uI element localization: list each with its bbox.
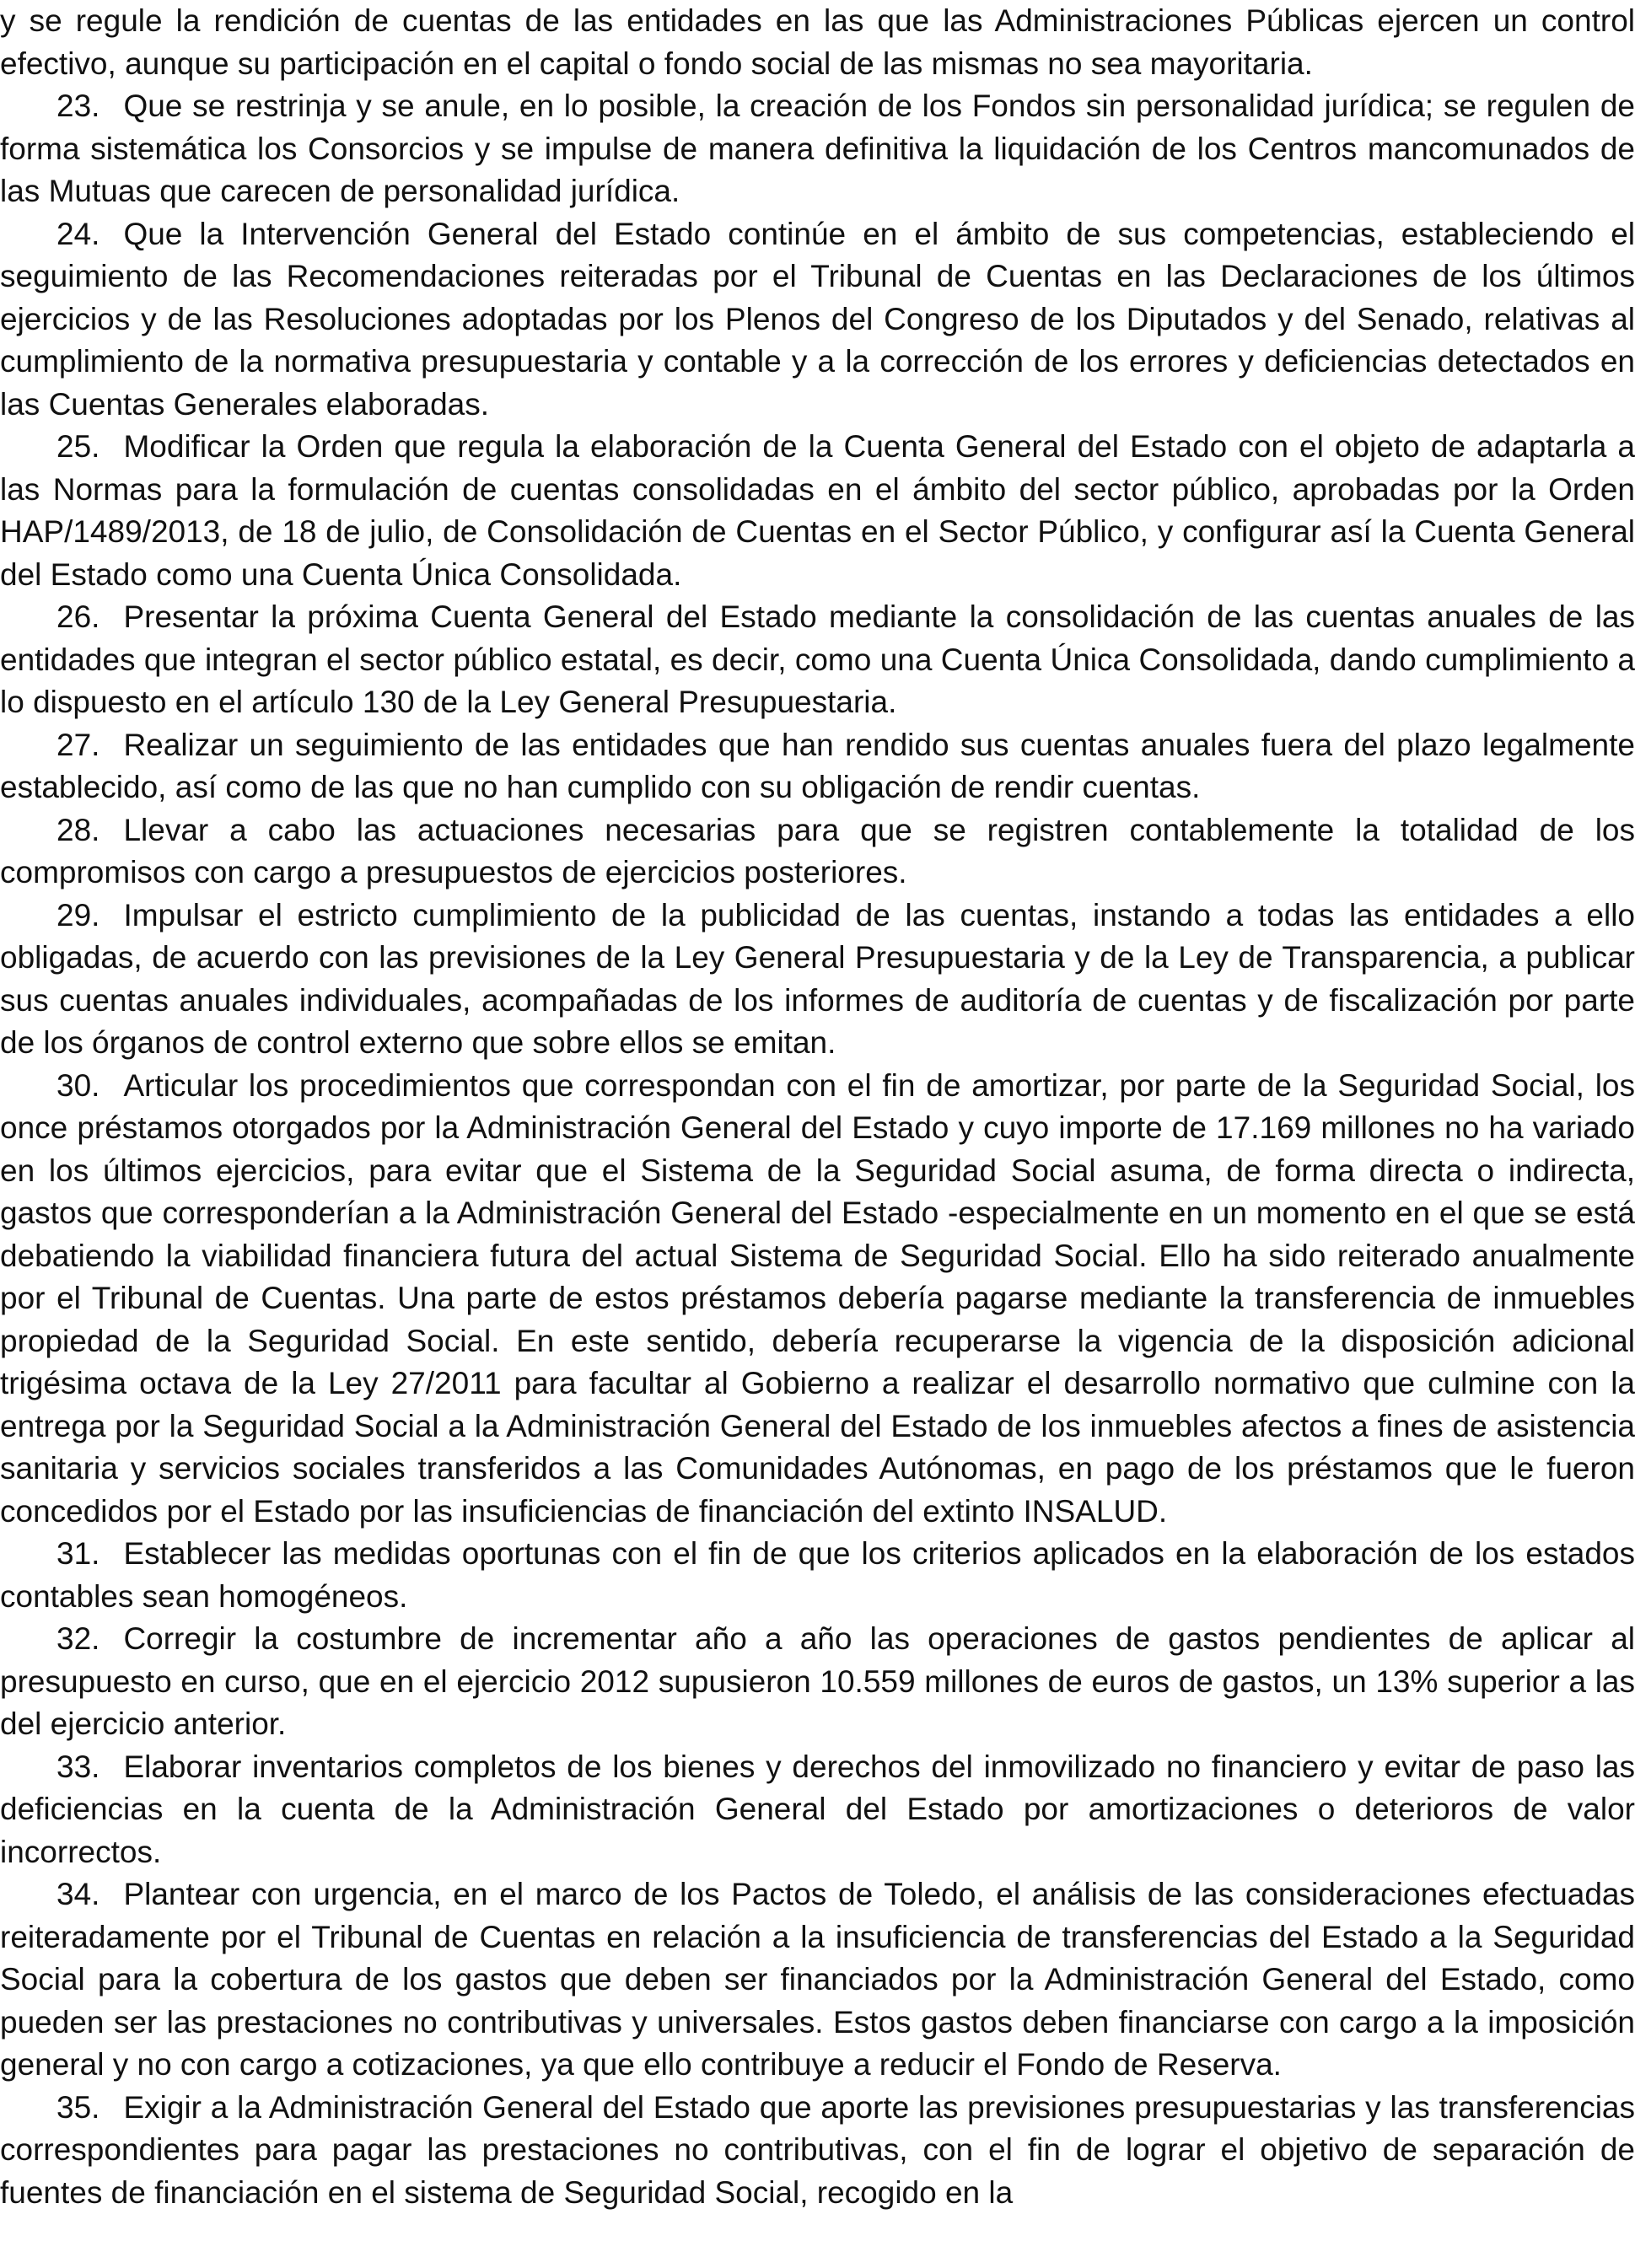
item-number: 33. [56,1749,100,1784]
item-number: 29. [56,897,100,932]
item-text: Que se restrinja y se anule, en lo posible, la creación de los Fondos sin personalidad jurídica; se regulen de forma sistemática los Consorcios y se impulse de manera definitiva la liquidación de los Centros mancomunados de las Mutuas que carecen de personalidad jurídica. [0,89,1635,208]
item-number: 26. [56,599,100,634]
recommendation-item [0,1618,1635,1746]
recommendation-item [0,809,1635,895]
recommendation-item [0,426,1635,596]
item-number: 31. [56,1536,100,1571]
item-text: Realizar un seguimiento de las entidades que han rendido sus cuentas anuales fuera del plazo legalmente establecido, así como de las que no han cumplido con su obligación de rendir cuentas. [0,727,1635,804]
item-text: Presentar la próxima Cuenta General del Estado mediante la consolidación de las cuentas anuales de las entidades que integran el sector público estatal, es decir, como una Cuenta Única Consolidada, dando cumplimiento a lo dispuesto en el artículo 130 de la Ley General Presupuestaria. [0,599,1635,719]
item-number: 25. [56,429,100,464]
recommendation-item [0,895,1635,1065]
recommendation-item [0,85,1635,213]
item-number: 35. [56,2089,100,2125]
lead-paragraph: y se regule la rendición de cuentas de las entidades en las que las Administraciones Públicas ejercen un control efectivo, aunque su participación en el capital o fondo social de las mismas no sea mayoritaria. [0,3,1635,81]
item-number: 34. [56,1877,100,1911]
recommendation-item [0,1873,1635,2087]
item-text: Exigir a la Administración General del Estado que aporte las previsiones presupuestarias y las transferencias correspondientes para pagar las prestaciones no contributivas, con el fin de lograr el objetivo de separación de fuentes de financiación en el sistema de Seguridad Social, recogido en la [0,2089,1635,2210]
recommendation-item [0,2087,1635,2215]
recommendation-item [0,724,1635,809]
item-text: Modificar la Orden que regula la elaboración de la Cuenta General del Estado con el objeto de adaptarla a las Normas para la formulación de cuentas consolidadas en el ámbito del sector público, aprobadas por la Orden HAP/1489/2013, de 18 de julio, de Consolidación de Cuentas en el Sector Público, y configurar así la Cuenta General del Estado como una Cuenta Única Consolidada. [0,429,1635,592]
item-number: 28. [56,812,100,847]
item-number: 27. [56,727,100,762]
item-number: 30. [56,1067,100,1103]
item-number: 32. [56,1621,100,1656]
item-text: Plantear con urgencia, en el marco de los Pactos de Toledo, el análisis de las consideraciones efectuadas reiteradamente por el Tribunal de Cuentas en relación a la insuficiencia de transferencias del Estado a la Seguridad Social para la cobertura de los gastos que deben ser financiados por la Administración General del Estado, como pueden ser las prestaciones no contributivas y universales. Estos gastos deben financiarse con cargo a la imposición general y no con cargo a cotizaciones, ya que ello contribuye a reducir el Fondo de Reserva. [0,1877,1635,2082]
item-text: Elaborar inventarios completos de los bienes y derechos del inmovilizado no financiero y evitar de paso las deficiencias en la cuenta de la Administración General del Estado por amortizaciones o deterioros de valor incorrectos. [0,1749,1635,1869]
recommendation-item [0,1533,1635,1618]
item-text: Que la Intervención General del Estado continúe en el ámbito de sus competencias, estableciendo el seguimiento de las Recomendaciones reiteradas por el Tribunal de Cuentas en las Declaraciones de los últimos ejercicios y de las Resoluciones adoptadas por los Plenos del Congreso de los Diputados y del Senado, relativas al cumplimiento de la normativa presupuestaria y contable y a la corrección de los errores y deficiencias detectados en las Cuentas Generales elaboradas. [0,216,1635,422]
item-text: Articular los procedimientos que correspondan con el fin de amortizar, por parte de la Seguridad Social, los once préstamos otorgados por la Administración General del Estado y cuyo importe de 17.169 millones no ha variado en los últimos ejercicios, para evitar que el Sistema de la Seguridad Social asuma, de forma directa o indirecta, gastos que corresponderían a la Administración General del Estado -especialmente en un momento en el que se está debatiendo la viabilidad financiera futura del actual Sistema de Seguridad Social. Ello ha sido reiterado anualmente por el Tribunal de Cuentas. Una parte de estos préstamos debería pagarse mediante la transferencia de inmuebles propiedad de la Seguridad Social. En este sentido, debería recuperarse la vigencia de la disposición adicional trigésima octava de la Ley 27/2011 para facultar al Gobierno a realizar el desarrollo normativo que culmine con la entrega por la Seguridad Social a la Administración General del Estado de los inmuebles afectos a fines de asistencia sanitaria y servicios sociales transferidos a las Comunidades Autónomas, en pago de los préstamos que le fueron concedidos por el Estado por las insuficiencias de financiación del extinto INSALUD. [0,1067,1635,1529]
item-text: Llevar a cabo las actuaciones necesarias para que se registren contablemente la totalidad de los compromisos con cargo a presupuestos de ejercicios posteriores. [0,812,1635,889]
item-number: 23. [56,89,100,123]
recommendation-item [0,1065,1635,1534]
recommendation-item [0,1746,1635,1874]
recommendation-item [0,596,1635,724]
item-text: Corregir la costumbre de incrementar año a año las operaciones de gastos pendientes de aplicar al presupuesto en curso, que en el ejercicio 2012 supusieron 10.559 millones de euros de gastos, un 13% superior a las del ejercicio anterior. [0,1621,1635,1741]
item-number: 24. [56,216,100,251]
item-text: Establecer las medidas oportunas con el fin de que los criterios aplicados en la elaboración de los estados contables sean homogéneos. [0,1536,1635,1614]
item-text: Impulsar el estricto cumplimiento de la publicidad de las cuentas, instando a todas las entidades a ello obligadas, de acuerdo con las previsiones de la Ley General Presupuestaria y de la Ley de Transparencia, a publicar sus cuentas anuales individuales, acompañadas de los informes de auditoría de cuentas y de fiscalización por parte de los órganos de control externo que sobre ellos se emitan. [0,897,1635,1060]
recommendations-list [0,85,1635,2214]
recommendation-item [0,213,1635,427]
